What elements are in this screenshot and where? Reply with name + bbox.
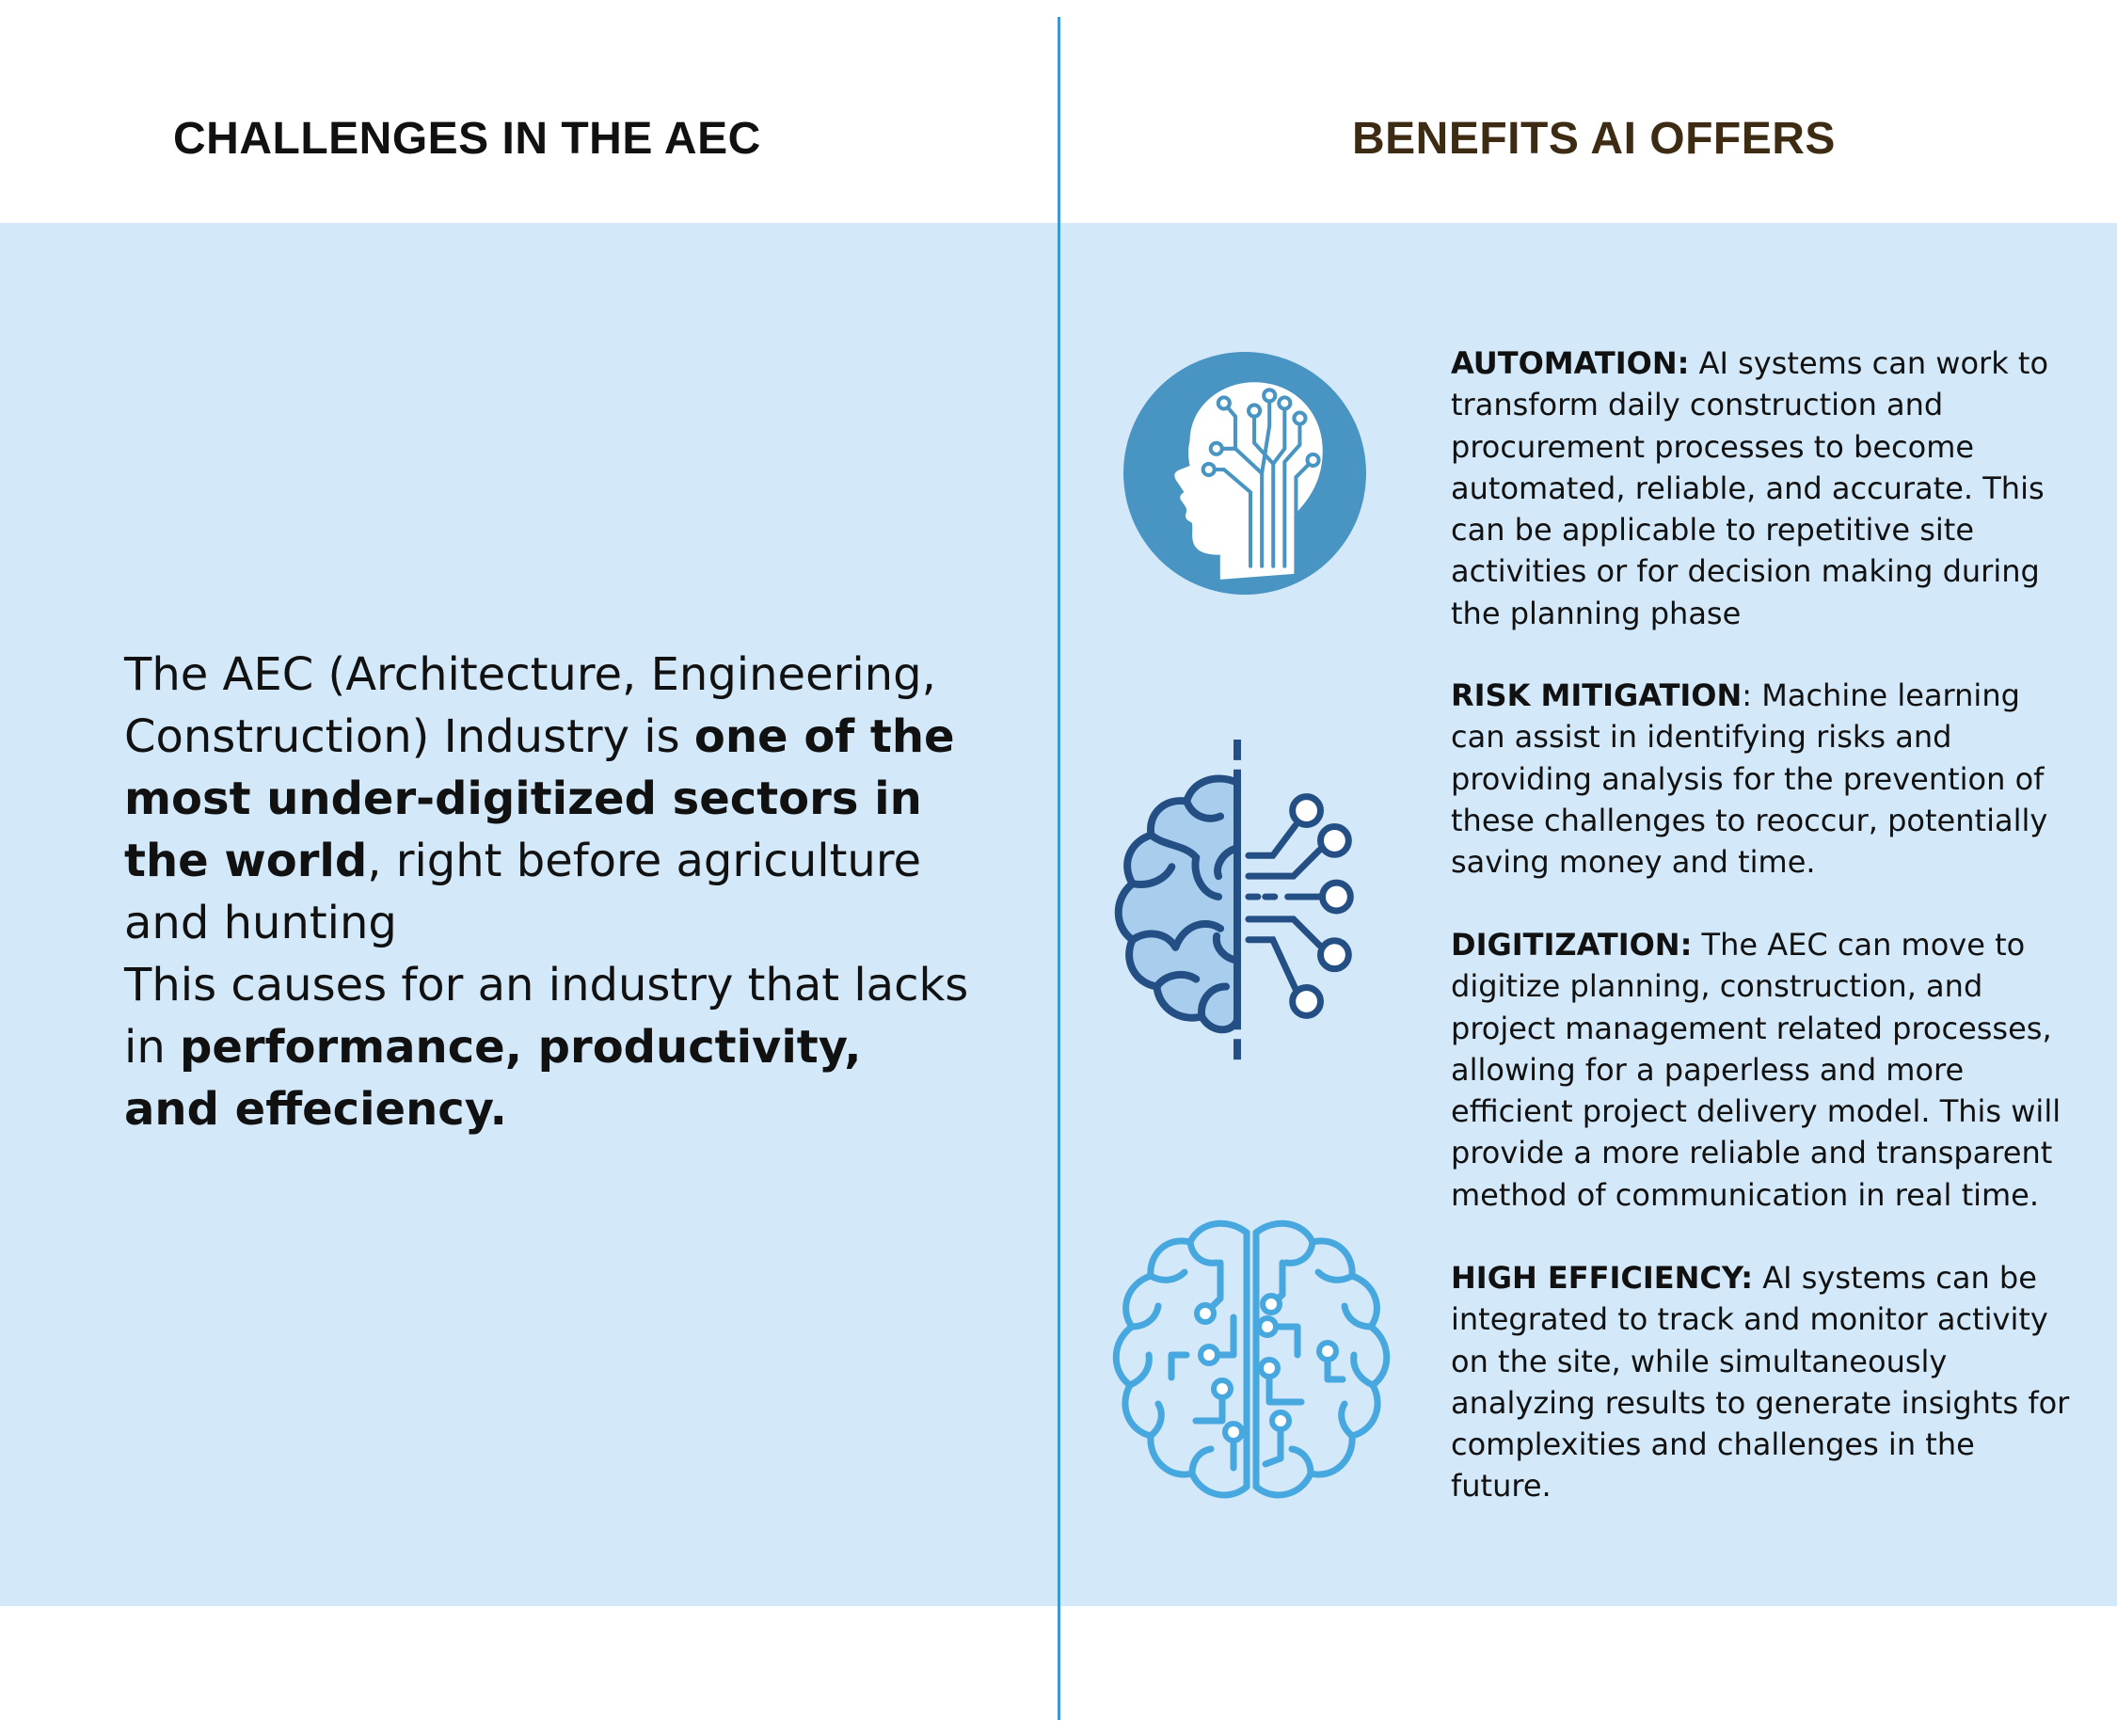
benefit-high-efficiency — [1451, 1257, 2081, 1507]
challenges-text — [124, 644, 971, 1140]
center-divider — [1058, 17, 1060, 1720]
benefit-risk-mitigation — [1451, 675, 2081, 883]
challenges-heading: CHALLENGES IN THE AEC — [173, 114, 761, 164]
benefits-heading: BENEFITS AI OFFERS — [1352, 114, 1836, 164]
brain-circuit-icon — [1094, 736, 1377, 1073]
benefit-description: : Machine learning can assist in identifying risks and providing analysis for the prevention of these challenges to reoccur, potentially saving money and time. — [1451, 677, 2048, 881]
benefit-term: DIGITIZATION: — [1451, 927, 1693, 963]
benefit-term: AUTOMATION: — [1451, 345, 1690, 381]
challenge-paragraph-2: This causes for an industry that lacks in performance, productivity, and effeciency. — [124, 959, 969, 1136]
ai-head-circuit-icon — [1122, 350, 1368, 597]
brain-network-icon — [1106, 1214, 1397, 1509]
benefit-term: HIGH EFFICIENCY: — [1451, 1260, 1754, 1296]
benefit-description: The AEC can move to digitize planning, construction, and project management related processes, allowing for a paperless and more efficient project delivery model. This will provide a more reliable and transparent method of communication in real time. — [1451, 927, 2061, 1213]
benefit-description: AI systems can work to transform daily construction and procurement processes to become automated, reliable, and accurate. This can be applicable to repetitive site activities or for decision making during the planning phase — [1451, 345, 2049, 631]
benefit-digitization — [1451, 924, 2081, 1216]
benefit-automation — [1451, 342, 2081, 634]
benefit-term: RISK MITIGATION — [1451, 677, 1743, 713]
challenge-paragraph-1: The AEC (Architecture, Engineering, Construction) Industry is one of the most under-digitized sectors in the world, right before agriculture and hunting — [124, 648, 955, 949]
benefit-description: AI systems can be integrated to track and monitor activity on the site, while simultaneously analyzing results to generate insights for complexities and challenges in the future. — [1451, 1260, 2079, 1505]
